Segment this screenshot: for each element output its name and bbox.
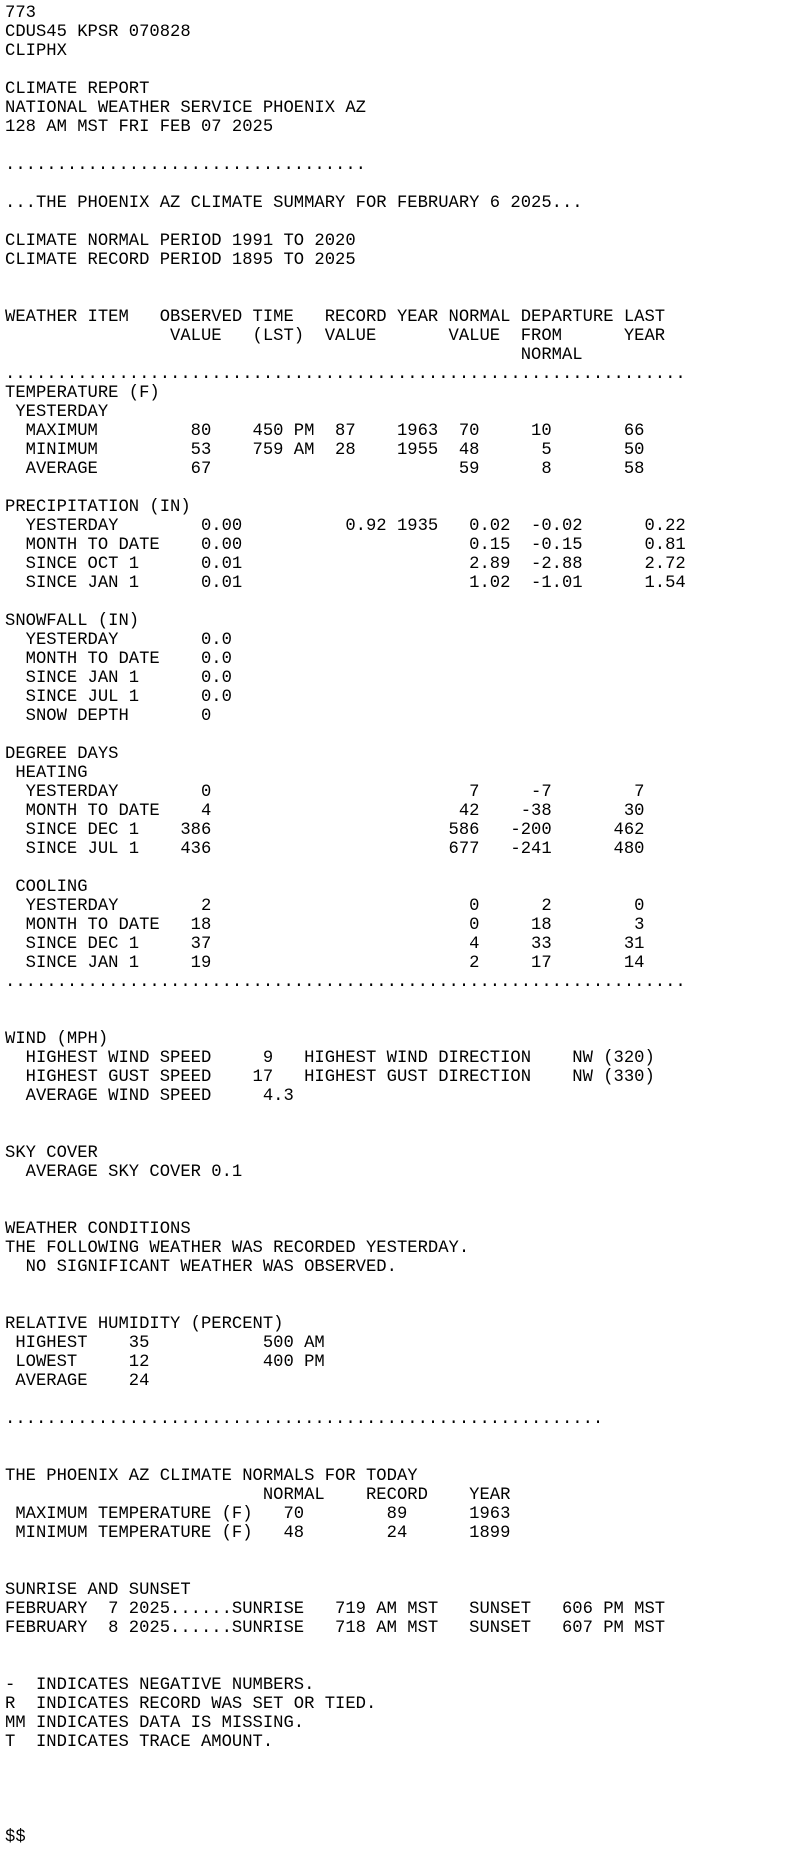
report-line bbox=[5, 61, 810, 80]
report-line bbox=[5, 992, 810, 1011]
report-line bbox=[5, 1790, 810, 1809]
report-line bbox=[5, 1296, 810, 1315]
report-line: VALUE (LST) VALUE VALUE FROM YEAR bbox=[5, 327, 666, 346]
report-line: 128 AM MST FRI FEB 07 2025 bbox=[5, 118, 274, 137]
report-line: SINCE JUL 1 0.0 bbox=[5, 688, 232, 707]
report-line: DEGREE DAYS bbox=[5, 745, 119, 764]
report-line: PRECIPITATION (IN) bbox=[5, 498, 191, 517]
report-line bbox=[5, 1638, 810, 1657]
report-line: NO SIGNIFICANT WEATHER WAS OBSERVED. bbox=[5, 1258, 397, 1277]
report-line bbox=[5, 175, 810, 194]
report-line: THE FOLLOWING WEATHER WAS RECORDED YESTERDAY. bbox=[5, 1239, 470, 1258]
climate-normals-section bbox=[5, 1448, 810, 1543]
report-line: THE PHOENIX AZ CLIMATE NORMALS FOR TODAY bbox=[5, 1467, 418, 1486]
report-line bbox=[5, 1448, 810, 1467]
report-line bbox=[5, 1752, 810, 1771]
climate-summary-table bbox=[5, 308, 810, 992]
report-line bbox=[5, 1277, 810, 1296]
report-line: - INDICATES NEGATIVE NUMBERS. bbox=[5, 1676, 315, 1695]
report-line: .................................................................. bbox=[5, 365, 686, 384]
report-line: HEATING bbox=[5, 764, 88, 783]
report-line bbox=[5, 1771, 810, 1790]
report-line: YESTERDAY 0 7 -7 7 bbox=[5, 783, 645, 802]
report-line: MINIMUM TEMPERATURE (F) 48 24 1899 bbox=[5, 1524, 511, 1543]
report-line: ................................... bbox=[5, 156, 366, 175]
report-line: HIGHEST GUST SPEED 17 HIGHEST GUST DIRECTION NW (330) bbox=[5, 1068, 655, 1087]
report-line: MM INDICATES DATA IS MISSING. bbox=[5, 1714, 305, 1733]
report-line bbox=[5, 1125, 810, 1144]
report-line bbox=[5, 593, 810, 612]
report-line: NORMAL bbox=[5, 346, 583, 365]
report-line: YESTERDAY 2 0 2 0 bbox=[5, 897, 645, 916]
report-line: T INDICATES TRACE AMOUNT. bbox=[5, 1733, 274, 1752]
report-line: LOWEST 12 400 PM bbox=[5, 1353, 325, 1372]
legend-section bbox=[5, 1638, 810, 1752]
report-line: YESTERDAY 0.00 0.92 1935 0.02 -0.02 0.22 bbox=[5, 517, 686, 536]
report-line: RELATIVE HUMIDITY (PERCENT) bbox=[5, 1315, 284, 1334]
report-line: R INDICATES RECORD WAS SET OR TIED. bbox=[5, 1695, 377, 1714]
report-line: MONTH TO DATE 4 42 -38 30 bbox=[5, 802, 645, 821]
report-line bbox=[5, 1562, 810, 1581]
report-line: SUNRISE AND SUNSET bbox=[5, 1581, 191, 1600]
report-line bbox=[5, 726, 810, 745]
report-line: AVERAGE 24 bbox=[5, 1372, 150, 1391]
report-line: HIGHEST 35 500 AM bbox=[5, 1334, 325, 1353]
report-line: SINCE JAN 1 0.0 bbox=[5, 669, 232, 688]
report-line: ...THE PHOENIX AZ CLIMATE SUMMARY FOR FEBRUARY 6 2025... bbox=[5, 194, 583, 213]
report-line bbox=[5, 289, 810, 308]
report-line: COOLING bbox=[5, 878, 88, 897]
report-line bbox=[5, 479, 810, 498]
report-line bbox=[5, 1429, 810, 1448]
report-line: MAXIMUM 80 450 PM 87 1963 70 10 66 bbox=[5, 422, 645, 441]
report-line: AVERAGE WIND SPEED 4.3 bbox=[5, 1087, 294, 1106]
report-line bbox=[5, 137, 810, 156]
report-line: WEATHER ITEM OBSERVED TIME RECORD YEAR NORMAL DEPARTURE LAST bbox=[5, 308, 666, 327]
report-line: WIND (MPH) bbox=[5, 1030, 109, 1049]
report-line: .......................................................... bbox=[5, 1410, 604, 1429]
sunrise-sunset-section bbox=[5, 1543, 810, 1638]
report-line: 773 bbox=[5, 4, 36, 23]
report-line: SINCE JAN 1 19 2 17 14 bbox=[5, 954, 645, 973]
report-line: SINCE OCT 1 0.01 2.89 -2.88 2.72 bbox=[5, 555, 686, 574]
report-line: SINCE JAN 1 0.01 1.02 -1.01 1.54 bbox=[5, 574, 686, 593]
report-line bbox=[5, 859, 810, 878]
report-line bbox=[5, 1201, 810, 1220]
report-line: SINCE DEC 1 386 586 -200 462 bbox=[5, 821, 645, 840]
report-line: CLIMATE REPORT bbox=[5, 80, 150, 99]
report-line bbox=[5, 270, 810, 289]
relative-humidity-section bbox=[5, 1277, 810, 1448]
report-line: NATIONAL WEATHER SERVICE PHOENIX AZ bbox=[5, 99, 366, 118]
report-line: TEMPERATURE (F) bbox=[5, 384, 160, 403]
report-line: MONTH TO DATE 0.0 bbox=[5, 650, 232, 669]
report-line: FEBRUARY 8 2025......SUNRISE 718 AM MST SUNSET 607 PM MST bbox=[5, 1619, 666, 1638]
wind-section bbox=[5, 992, 810, 1106]
report-line: .................................................................. bbox=[5, 973, 686, 992]
report-line bbox=[5, 1809, 810, 1828]
report-line bbox=[5, 1391, 810, 1410]
report-line: CLIMATE NORMAL PERIOD 1991 TO 2020 bbox=[5, 232, 356, 251]
report-line bbox=[5, 1106, 810, 1125]
report-line bbox=[5, 213, 810, 232]
report-line: SINCE DEC 1 37 4 33 31 bbox=[5, 935, 645, 954]
report-line: CLIPHX bbox=[5, 42, 67, 61]
report-line: NORMAL RECORD YEAR bbox=[5, 1486, 511, 1505]
report-line bbox=[5, 1182, 810, 1201]
report-line bbox=[5, 1657, 810, 1676]
report-line: MONTH TO DATE 0.00 0.15 -0.15 0.81 bbox=[5, 536, 686, 555]
report-line: MONTH TO DATE 18 0 18 3 bbox=[5, 916, 645, 935]
report-line bbox=[5, 1011, 810, 1030]
report-line: SINCE JUL 1 436 677 -241 480 bbox=[5, 840, 645, 859]
report-line: AVERAGE 67 59 8 58 bbox=[5, 460, 645, 479]
report-line: WEATHER CONDITIONS bbox=[5, 1220, 191, 1239]
report-line: YESTERDAY 0.0 bbox=[5, 631, 232, 650]
report-line: HIGHEST WIND SPEED 9 HIGHEST WIND DIRECTION NW (320) bbox=[5, 1049, 655, 1068]
report-header bbox=[5, 4, 810, 308]
report-line: SNOWFALL (IN) bbox=[5, 612, 140, 631]
sky-cover-section bbox=[5, 1106, 810, 1182]
report-line: SNOW DEPTH 0 bbox=[5, 707, 212, 726]
report-line: CLIMATE RECORD PERIOD 1895 TO 2025 bbox=[5, 251, 356, 270]
report-line: FEBRUARY 7 2025......SUNRISE 719 AM MST SUNSET 606 PM MST bbox=[5, 1600, 666, 1619]
report-line: CDUS45 KPSR 070828 bbox=[5, 23, 191, 42]
report-line bbox=[5, 1543, 810, 1562]
report-line: AVERAGE SKY COVER 0.1 bbox=[5, 1163, 243, 1182]
report-line: YESTERDAY bbox=[5, 403, 109, 422]
report-footer bbox=[5, 1752, 810, 1847]
report-line: SKY COVER bbox=[5, 1144, 98, 1163]
report-line: MAXIMUM TEMPERATURE (F) 70 89 1963 bbox=[5, 1505, 511, 1524]
report-line: $$ bbox=[5, 1828, 26, 1847]
weather-conditions-section bbox=[5, 1182, 810, 1277]
report-line: MINIMUM 53 759 AM 28 1955 48 5 50 bbox=[5, 441, 645, 460]
